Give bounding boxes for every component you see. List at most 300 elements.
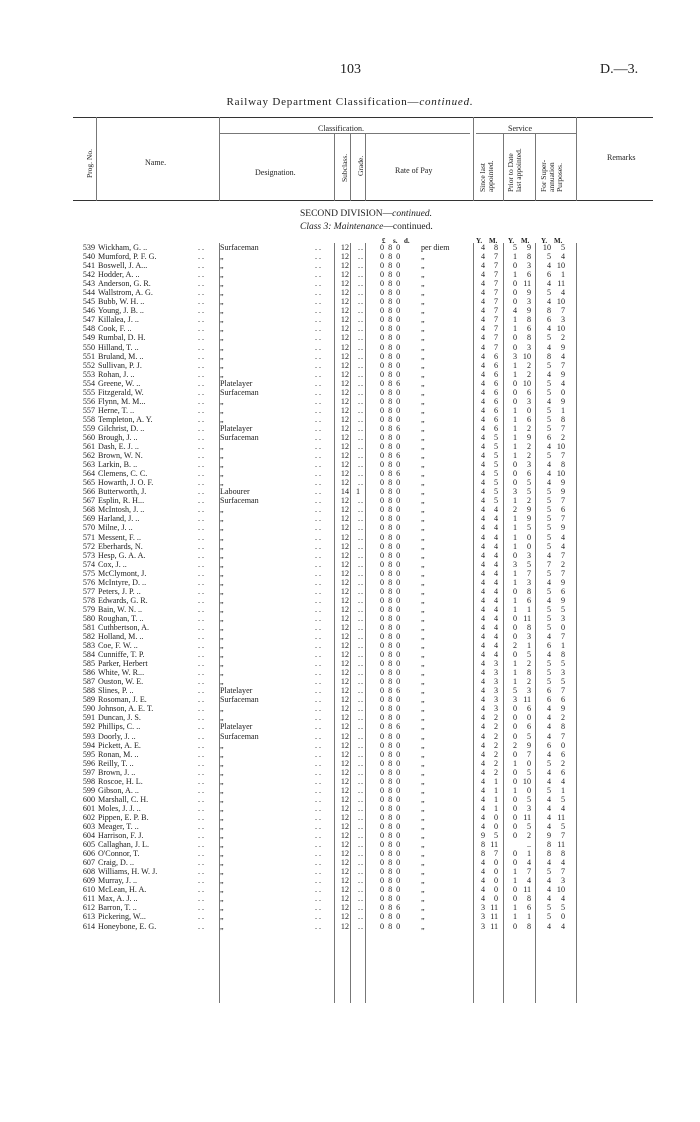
cell-designation: „ bbox=[220, 595, 224, 605]
cell-prog-no: 567 bbox=[82, 496, 95, 506]
leader-dots: .. bbox=[358, 831, 365, 841]
leader-dots: .. bbox=[315, 686, 324, 696]
cell-name: Herne, T. .. bbox=[98, 405, 135, 415]
cell-rate-of-pay: 0 8 6 bbox=[380, 722, 402, 732]
cell-super-years: 4 bbox=[546, 731, 551, 741]
cell-prior-months: 3 bbox=[526, 297, 531, 307]
leader-dots: .. bbox=[198, 432, 207, 442]
cell-name: McIntosh, J. .. bbox=[98, 505, 145, 515]
cell-since-months: 4 bbox=[493, 568, 498, 578]
cell-since-months: 2 bbox=[493, 767, 498, 777]
cell-name: Edwards, G. R. bbox=[98, 595, 148, 605]
cell-prior-months: 1 bbox=[526, 849, 531, 859]
cell-since-years: 4 bbox=[480, 478, 485, 488]
cell-since-months: 0 bbox=[493, 885, 498, 895]
cell-rate-of-pay: 0 8 0 bbox=[380, 668, 402, 678]
cell-super-months: 9 bbox=[560, 704, 565, 714]
cell-since-years: 4 bbox=[480, 794, 485, 804]
leader-dots: .. bbox=[198, 451, 207, 461]
cell-pay-period: „ bbox=[421, 559, 425, 569]
cell-name: O'Connor, T. bbox=[98, 849, 140, 859]
cell-prior-years: 1 bbox=[512, 668, 517, 678]
cell-rate-of-pay: 0 8 0 bbox=[380, 831, 402, 841]
cell-name: Murray, J. .. bbox=[98, 876, 138, 886]
cell-super-months: 4 bbox=[560, 894, 565, 904]
cell-name: Doorly, J. .. bbox=[98, 731, 136, 741]
cell-prior-months: 9 bbox=[526, 243, 531, 252]
cell-prior-years: 1 bbox=[512, 903, 517, 913]
unit-shillings: s. bbox=[393, 237, 398, 245]
leader-dots: .. bbox=[315, 270, 324, 280]
leader-dots: .. bbox=[315, 695, 324, 705]
cell-since-years: 4 bbox=[480, 740, 485, 750]
cell-pay-period: „ bbox=[421, 261, 425, 271]
cell-rate-of-pay: 0 8 0 bbox=[380, 405, 402, 415]
cell-designation: „ bbox=[220, 505, 224, 515]
leader-dots: .. bbox=[198, 396, 207, 406]
leader-dots: .. bbox=[315, 306, 324, 316]
cell-name: Cuthbertson, A. bbox=[98, 622, 150, 632]
cell-pay-period: „ bbox=[421, 822, 425, 831]
cell-super-months: 4 bbox=[560, 351, 565, 361]
cell-super-years: 5 bbox=[546, 568, 551, 578]
table-row bbox=[0, 587, 700, 596]
unit-years-1: Y. bbox=[476, 237, 483, 245]
leader-dots: .. bbox=[315, 496, 324, 506]
cell-rate-of-pay: 0 8 0 bbox=[380, 523, 402, 533]
table-row bbox=[0, 695, 700, 704]
cell-super-months: 10 bbox=[556, 442, 565, 452]
cell-prog-no: 546 bbox=[82, 306, 95, 316]
cell-pay-period: „ bbox=[421, 867, 425, 877]
cell-pay-period: „ bbox=[421, 414, 425, 424]
cell-designation: „ bbox=[220, 776, 224, 786]
cell-subclass: 12 bbox=[340, 478, 349, 488]
cell-super-months: 10 bbox=[556, 469, 565, 479]
cell-since-years: 4 bbox=[480, 595, 485, 605]
table-row bbox=[0, 768, 700, 777]
cell-prior-months: 6 bbox=[526, 387, 531, 397]
cell-pay-period: „ bbox=[421, 568, 425, 578]
cell-super-months: 2 bbox=[560, 432, 565, 442]
cell-subclass: 12 bbox=[340, 306, 349, 316]
cell-since-years: 4 bbox=[480, 297, 485, 307]
table-row bbox=[0, 713, 700, 722]
table-row bbox=[0, 288, 700, 297]
leader-dots: .. bbox=[315, 650, 324, 660]
leader-dots: .. bbox=[358, 369, 365, 379]
cell-rate-of-pay: 0 8 0 bbox=[380, 812, 402, 822]
cell-name: Johnson, A. E. T. bbox=[98, 704, 154, 714]
cell-rate-of-pay: 0 8 0 bbox=[380, 387, 402, 397]
leader-dots: .. bbox=[315, 532, 324, 542]
cell-subclass: 12 bbox=[340, 288, 349, 298]
cell-since-months: 7 bbox=[493, 342, 498, 352]
leader-dots: .. bbox=[198, 541, 207, 551]
cell-name: Hilland, T. .. bbox=[98, 342, 139, 352]
cell-rate-of-pay: 0 8 0 bbox=[380, 306, 402, 316]
cell-prior-years: 1 bbox=[512, 432, 517, 442]
cell-prior-months: 8 bbox=[526, 668, 531, 678]
cell-super-years: 4 bbox=[546, 297, 551, 307]
leader-dots: .. bbox=[358, 496, 365, 506]
leader-dots: .. bbox=[358, 686, 365, 696]
cell-subclass: 12 bbox=[340, 650, 349, 660]
table-row bbox=[0, 822, 700, 831]
cell-prior-years: 0 bbox=[512, 776, 517, 786]
cell-prior-months: 8 bbox=[526, 333, 531, 343]
cell-name: Moles, J. J. .. bbox=[98, 803, 141, 813]
cell-rate-of-pay: 0 8 6 bbox=[380, 903, 402, 913]
cell-prog-no: 585 bbox=[82, 659, 95, 669]
leader-dots: .. bbox=[315, 297, 324, 307]
cell-prior-months: 10 bbox=[522, 776, 531, 786]
cell-prog-no: 539 bbox=[82, 243, 95, 252]
cell-since-months: 3 bbox=[493, 704, 498, 714]
cell-since-months: 7 bbox=[493, 324, 498, 334]
cell-prior-months: 10 bbox=[522, 351, 531, 361]
cell-super-years: 5 bbox=[546, 360, 551, 370]
cell-super-years: 4 bbox=[546, 442, 551, 452]
cell-super-months: 4 bbox=[560, 921, 565, 931]
cell-prior-months: .. bbox=[526, 840, 531, 850]
cell-prior-months: 5 bbox=[526, 822, 531, 831]
cell-subclass: 12 bbox=[340, 460, 349, 470]
leader-dots: .. bbox=[358, 568, 365, 578]
leader-dots: .. bbox=[358, 279, 365, 289]
cell-pay-period: „ bbox=[421, 442, 425, 452]
cell-prog-no: 553 bbox=[82, 369, 95, 379]
cell-prior-months: 6 bbox=[526, 414, 531, 424]
cell-super-years: 5 bbox=[546, 405, 551, 415]
cell-prior-months: 1 bbox=[526, 641, 531, 651]
table-row bbox=[0, 732, 700, 741]
cell-super-years: 6 bbox=[546, 641, 551, 651]
leader-dots: .. bbox=[198, 559, 207, 569]
cell-prior-years: 0 bbox=[512, 478, 517, 488]
cell-super-years: 4 bbox=[546, 396, 551, 406]
cell-prior-months: 6 bbox=[526, 722, 531, 732]
cell-prog-no: 557 bbox=[82, 405, 95, 415]
cell-super-months: 6 bbox=[560, 767, 565, 777]
cell-since-months: 11 bbox=[490, 903, 498, 913]
cell-name: Mumford, P. F. G. bbox=[98, 252, 157, 262]
cell-rate-of-pay: 0 8 0 bbox=[380, 541, 402, 551]
cell-super-years: 4 bbox=[546, 794, 551, 804]
cell-prior-months: 8 bbox=[526, 921, 531, 931]
cell-super-years: 5 bbox=[546, 586, 551, 596]
cell-pay-period: „ bbox=[421, 921, 425, 931]
cell-since-years: 4 bbox=[480, 659, 485, 669]
leader-dots: .. bbox=[198, 867, 207, 877]
cell-designation: „ bbox=[220, 632, 224, 642]
cell-name: Killalea, J. .. bbox=[98, 315, 139, 325]
cell-since-months: 4 bbox=[493, 559, 498, 569]
cell-since-years: 4 bbox=[480, 894, 485, 904]
cell-super-years: 5 bbox=[546, 505, 551, 515]
table-row bbox=[0, 270, 700, 279]
cell-pay-period: „ bbox=[421, 405, 425, 415]
cell-name: Hodder, A. .. bbox=[98, 270, 140, 280]
cell-since-years: 4 bbox=[480, 695, 485, 705]
cell-super-years: 5 bbox=[546, 532, 551, 542]
cell-prior-years: 1 bbox=[512, 451, 517, 461]
cell-subclass: 12 bbox=[340, 396, 349, 406]
cell-rate-of-pay: 0 8 0 bbox=[380, 595, 402, 605]
cell-super-months: 0 bbox=[560, 387, 565, 397]
table-row bbox=[0, 741, 700, 750]
cell-super-months: 6 bbox=[560, 505, 565, 515]
cell-since-months: 4 bbox=[493, 541, 498, 551]
cell-prior-years: 1 bbox=[512, 568, 517, 578]
leader-dots: .. bbox=[358, 514, 365, 524]
leader-dots: .. bbox=[358, 659, 365, 669]
leader-dots: .. bbox=[358, 360, 365, 370]
cell-pay-period: „ bbox=[421, 912, 425, 922]
cell-designation: „ bbox=[220, 405, 224, 415]
cell-super-years: 4 bbox=[546, 885, 551, 895]
cell-pay-period: „ bbox=[421, 469, 425, 479]
cell-since-years: 4 bbox=[480, 315, 485, 325]
cell-designation: „ bbox=[220, 288, 224, 298]
cell-name: Young, J. B. .. bbox=[98, 306, 144, 316]
header-classification: Classification. bbox=[318, 124, 364, 133]
table-row bbox=[0, 650, 700, 659]
cell-prior-years: 0 bbox=[512, 550, 517, 560]
cell-super-years: 5 bbox=[546, 333, 551, 343]
cell-prior-months: 9 bbox=[526, 288, 531, 298]
header-col-rule-1 bbox=[96, 117, 97, 201]
cell-super-months: 10 bbox=[556, 324, 565, 334]
cell-pay-period: „ bbox=[421, 695, 425, 705]
cell-designation: „ bbox=[220, 342, 224, 352]
header-col-rule-8 bbox=[535, 134, 536, 201]
cell-prior-years: 1 bbox=[512, 677, 517, 687]
cell-super-months: 8 bbox=[560, 650, 565, 660]
leader-dots: .. bbox=[198, 722, 207, 732]
cell-prior-years: 0 bbox=[512, 261, 517, 271]
cell-prior-years: 1 bbox=[512, 523, 517, 533]
leader-dots: .. bbox=[358, 306, 365, 316]
cell-since-months: 3 bbox=[493, 668, 498, 678]
leader-dots: .. bbox=[198, 532, 207, 542]
cell-designation: „ bbox=[220, 523, 224, 533]
cell-since-years: 4 bbox=[480, 505, 485, 515]
cell-prior-years: 0 bbox=[512, 622, 517, 632]
cell-since-months: 11 bbox=[490, 921, 498, 931]
cell-prior-months: 8 bbox=[526, 586, 531, 596]
table-row bbox=[0, 487, 700, 496]
cell-super-years: 5 bbox=[546, 514, 551, 524]
cell-subclass: 12 bbox=[340, 758, 349, 768]
cell-prior-years: 0 bbox=[512, 822, 517, 831]
cell-since-years: 4 bbox=[480, 632, 485, 642]
cell-prior-years: 1 bbox=[512, 604, 517, 614]
cell-since-years: 4 bbox=[480, 387, 485, 397]
cell-prior-months: 2 bbox=[526, 831, 531, 841]
cell-subclass: 12 bbox=[340, 387, 349, 397]
cell-prior-years: 1 bbox=[512, 414, 517, 424]
cell-super-months: 9 bbox=[560, 487, 565, 497]
cell-rate-of-pay: 0 8 0 bbox=[380, 487, 402, 497]
cell-since-months: 6 bbox=[493, 387, 498, 397]
cell-since-years: 4 bbox=[480, 713, 485, 723]
cell-prog-no: 591 bbox=[82, 713, 95, 723]
cell-subclass: 12 bbox=[340, 740, 349, 750]
cell-since-years: 4 bbox=[480, 351, 485, 361]
division-text: SECOND DIVISION— bbox=[300, 209, 393, 219]
header-col-rule-7 bbox=[503, 134, 504, 201]
cell-since-months: 11 bbox=[490, 840, 498, 850]
unit-months-1: M. bbox=[489, 237, 498, 245]
leader-dots: .. bbox=[315, 541, 324, 551]
header-col-rule-2 bbox=[219, 117, 220, 201]
cell-prior-months: 2 bbox=[526, 659, 531, 669]
cell-prior-years: 0 bbox=[512, 749, 517, 759]
leader-dots: .. bbox=[198, 776, 207, 786]
cell-prior-years: 2 bbox=[512, 740, 517, 750]
cell-pay-period: „ bbox=[421, 288, 425, 298]
table-row bbox=[0, 478, 700, 487]
cell-name: Brown, J. .. bbox=[98, 767, 136, 777]
leader-dots: .. bbox=[315, 405, 324, 415]
leader-dots: .. bbox=[358, 550, 365, 560]
cell-grade: 1 bbox=[355, 487, 360, 497]
cell-rate-of-pay: 0 8 0 bbox=[380, 243, 402, 252]
cell-rate-of-pay: 0 8 0 bbox=[380, 713, 402, 723]
cell-designation: „ bbox=[220, 912, 224, 922]
cell-super-years: 5 bbox=[546, 912, 551, 922]
cell-since-months: 2 bbox=[493, 749, 498, 759]
cell-designation: „ bbox=[220, 794, 224, 804]
page-title bbox=[0, 96, 700, 108]
cell-since-years: 4 bbox=[480, 541, 485, 551]
cell-subclass: 12 bbox=[340, 541, 349, 551]
cell-rate-of-pay: 0 8 0 bbox=[380, 840, 402, 850]
table-row bbox=[0, 686, 700, 695]
cell-prior-years: 0 bbox=[512, 794, 517, 804]
cell-name: Duncan, J. S. bbox=[98, 713, 141, 723]
cell-since-years: 4 bbox=[480, 451, 485, 461]
leader-dots: .. bbox=[358, 785, 365, 795]
cell-rate-of-pay: 0 8 0 bbox=[380, 442, 402, 452]
cell-prog-no: 547 bbox=[82, 315, 95, 325]
cell-since-months: 11 bbox=[490, 912, 498, 922]
cell-rate-of-pay: 0 8 0 bbox=[380, 785, 402, 795]
cell-since-years: 4 bbox=[480, 306, 485, 316]
cell-prior-months: 7 bbox=[526, 867, 531, 877]
cell-since-months: 7 bbox=[493, 306, 498, 316]
cell-designation: „ bbox=[220, 867, 224, 877]
cell-super-months: 1 bbox=[560, 641, 565, 651]
cell-name: Craig, D. .. bbox=[98, 858, 134, 868]
cell-prior-months: 3 bbox=[526, 261, 531, 271]
cell-designation: „ bbox=[220, 876, 224, 886]
table-row bbox=[0, 831, 700, 840]
leader-dots: .. bbox=[198, 840, 207, 850]
cell-designation: „ bbox=[220, 885, 224, 895]
cell-designation: „ bbox=[220, 541, 224, 551]
table-row bbox=[0, 759, 700, 768]
cell-super-years: 4 bbox=[546, 749, 551, 759]
cell-rate-of-pay: 0 8 0 bbox=[380, 858, 402, 868]
cell-subclass: 12 bbox=[340, 378, 349, 388]
cell-subclass: 12 bbox=[340, 523, 349, 533]
cell-name: White, W. R... bbox=[98, 668, 145, 678]
leader-dots: .. bbox=[198, 469, 207, 479]
cell-pay-period: „ bbox=[421, 315, 425, 325]
leader-dots: .. bbox=[315, 279, 324, 289]
cell-since-months: 5 bbox=[493, 451, 498, 461]
table-row bbox=[0, 605, 700, 614]
cell-prior-years: 1 bbox=[512, 912, 517, 922]
cell-subclass: 12 bbox=[340, 776, 349, 786]
cell-prog-no: 599 bbox=[82, 785, 95, 795]
cell-prog-no: 552 bbox=[82, 360, 95, 370]
leader-dots: .. bbox=[358, 858, 365, 868]
cell-prior-months: 6 bbox=[526, 324, 531, 334]
cell-prior-months: 8 bbox=[526, 894, 531, 904]
leader-dots: .. bbox=[358, 758, 365, 768]
title-suffix: continued. bbox=[419, 96, 474, 108]
cell-prog-no: 559 bbox=[82, 423, 95, 433]
cell-prog-no: 562 bbox=[82, 451, 95, 461]
cell-subclass: 12 bbox=[340, 342, 349, 352]
cell-prior-months: 9 bbox=[526, 505, 531, 515]
cell-prog-no: 575 bbox=[82, 568, 95, 578]
cell-subclass: 12 bbox=[340, 858, 349, 868]
leader-dots: .. bbox=[198, 885, 207, 895]
cell-subclass: 12 bbox=[340, 704, 349, 714]
leader-dots: .. bbox=[198, 387, 207, 397]
leader-dots: .. bbox=[198, 414, 207, 424]
cell-pay-period: „ bbox=[421, 686, 425, 696]
leader-dots: .. bbox=[358, 912, 365, 922]
cell-since-months: 6 bbox=[493, 414, 498, 424]
leader-dots: .. bbox=[358, 270, 365, 280]
cell-prior-years: 0 bbox=[512, 704, 517, 714]
cell-since-months: 4 bbox=[493, 586, 498, 596]
cell-since-months: 2 bbox=[493, 731, 498, 741]
cell-since-years: 4 bbox=[480, 378, 485, 388]
cell-prog-no: 594 bbox=[82, 740, 95, 750]
cell-prog-no: 541 bbox=[82, 261, 95, 271]
leader-dots: .. bbox=[198, 252, 207, 262]
cell-prior-years: 0 bbox=[512, 396, 517, 406]
cell-rate-of-pay: 0 8 0 bbox=[380, 414, 402, 424]
cell-prior-months: 7 bbox=[526, 568, 531, 578]
cell-prog-no: 584 bbox=[82, 650, 95, 660]
cell-prior-months: 3 bbox=[526, 396, 531, 406]
cell-super-months: 1 bbox=[560, 405, 565, 415]
cell-super-months: 3 bbox=[560, 315, 565, 325]
leader-dots: .. bbox=[198, 577, 207, 587]
cell-name: Bruland, M. .. bbox=[98, 351, 144, 361]
header-grade: Grade. bbox=[356, 155, 365, 176]
cell-since-months: 7 bbox=[493, 270, 498, 280]
cell-since-years: 4 bbox=[480, 405, 485, 415]
cell-designation: „ bbox=[220, 704, 224, 714]
table-row bbox=[0, 903, 700, 912]
cell-prior-years: 0 bbox=[512, 812, 517, 822]
cell-since-months: 4 bbox=[493, 595, 498, 605]
cell-since-months: 7 bbox=[493, 333, 498, 343]
cell-prior-months: 2 bbox=[526, 423, 531, 433]
cell-rate-of-pay: 0 8 0 bbox=[380, 252, 402, 262]
cell-since-months: 2 bbox=[493, 740, 498, 750]
cell-since-years: 4 bbox=[480, 532, 485, 542]
cell-super-months: 2 bbox=[560, 559, 565, 569]
